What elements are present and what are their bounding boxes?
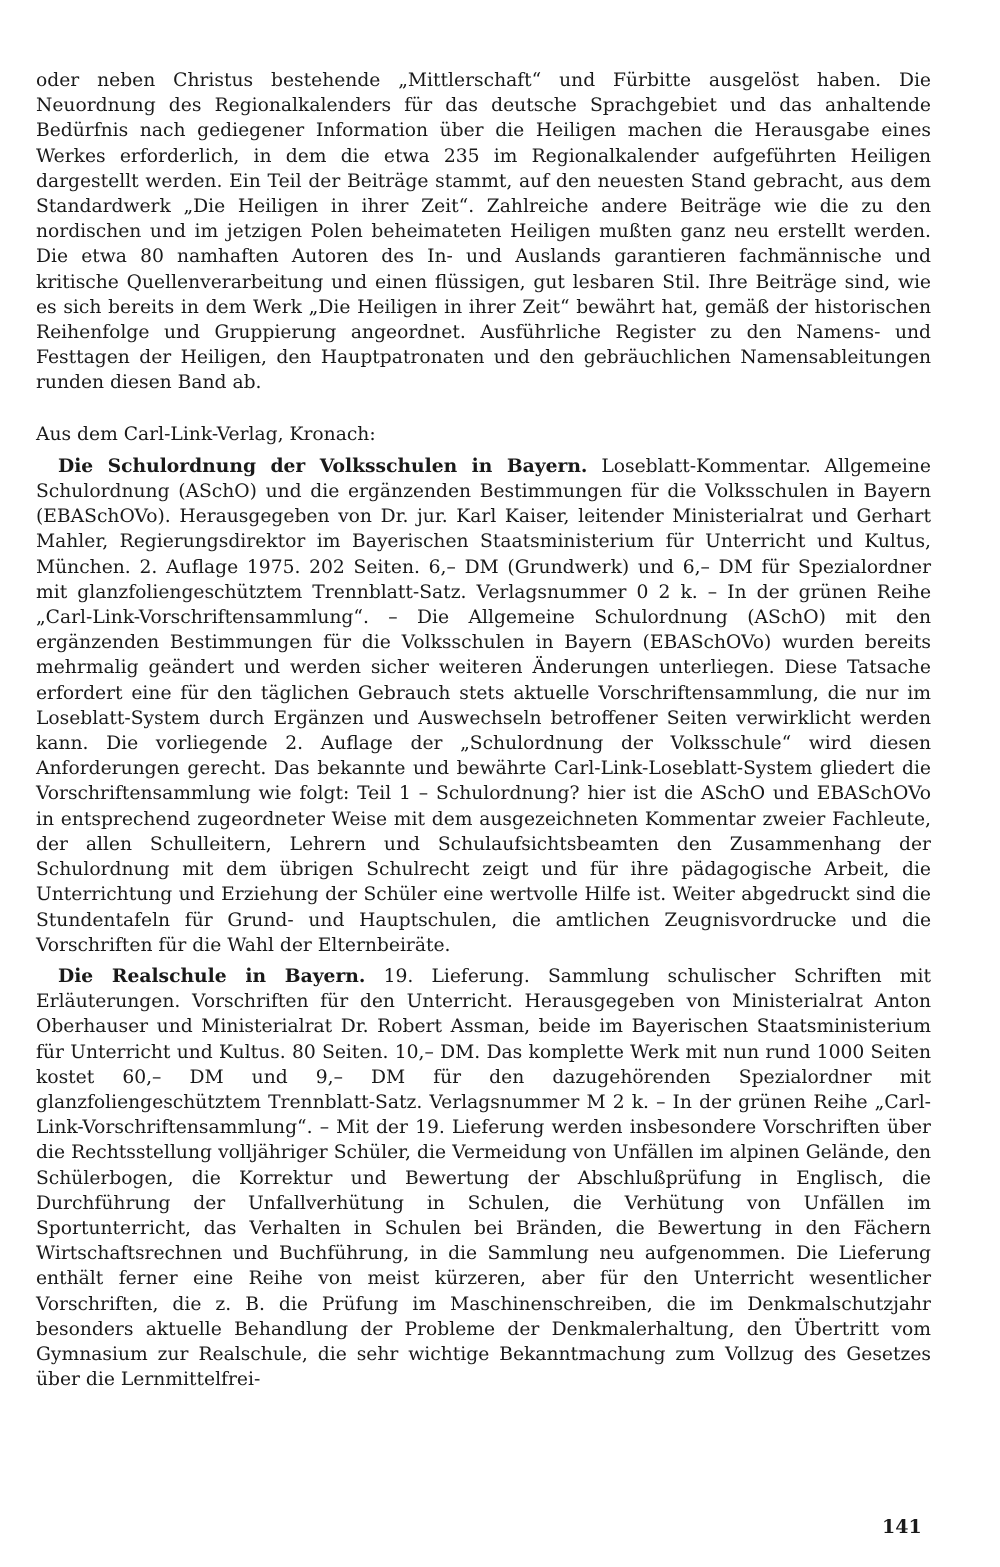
page-number: 141 bbox=[882, 1516, 922, 1538]
entry-title: Die Schulordnung der Volksschulen in Bayern. bbox=[58, 454, 588, 477]
entry-realschule bbox=[36, 964, 931, 1392]
publisher-heading: Aus dem Carl-Link-Verlag, Kronach: bbox=[36, 423, 376, 445]
entry-body: Loseblatt-Kommentar. Allgemeine Schulordnung (ASchO) und die ergänzenden Bestimmungen für die Volksschulen in Bayern (EBASchOVo). Herausgegeben von Dr. jur. Karl Kaiser, leitender Ministerialrat und Gerhart Mahler, Regierungsdirektor im Bayerischen Staatsministerium für Unterricht und Kultus, München. 2. Auflage 1975. 202 Seiten. 6,– DM (Grundwerk) und 6,– DM für Spezialordner mit glanzfoliengeschütztem Trennblatt-Satz. Verlagsnummer 0 2 k. – In der grünen Reihe „Carl-Link-Vorschriftensammlung“. – Die Allgemeine Schulordnung (ASchO) mit den ergänzenden Bestimmungen für die Volksschulen in Bayern (EBASchOVo) wurden bereits mehrmalig geändert und werden sicher weiteren Änderungen unterliegen. Diese Tatsache erfordert eine für den täglichen Gebrauch stets aktuelle Vorschriftensammlung, die nur im Loseblatt-System durch Ergänzen und Auswechseln betroffener Seiten verwirklicht werden kann. Die vorliegende 2. Auflage der „Schulordnung der Volksschule“ wird diesen Anforderungen gerecht. Das bekannte und bewährte Carl-Link-Loseblatt-System gliedert die Vorschriftensammlung wie folgt: Teil 1 – Schulordnung? hier ist die ASchO und EBASchOVo in entsprechend zugeordneter Weise mit dem ausgezeichneten Kommentar zweier Fachleute, der allen Schulleitern, Lehrern und Schulaufsichtsbeamten den Zusammenhang der Schulordnung mit dem übrigen Schulrecht zeigt und für ihre pädagogische Arbeit, die Unterrichtung und Erziehung der Schüler eine wertvolle Hilfe ist. Weiter abgedruckt sind die Stundentafeln für Grund- und Hauptschulen, die amtlichen Zeugnisvordrucke und die Vorschriften für die Wahl der Elternbeiräte. bbox=[36, 455, 931, 956]
intro-paragraph: oder neben Christus bestehende „Mittlerschaft“ und Fürbitte ausgelöst haben. Die Neuordnung des Regionalkalenders für das deutsche Sprachgebiet und das anhaltende Bedürfnis nach gediegener Information über die Heiligen machen die Herausgabe eines Werkes erforderlich, in dem die etwa 235 im Regionalkalender aufgeführten Heiligen dargestellt werden. Ein Teil der Beiträge stammt, auf den neuesten Stand gebracht, aus dem Standardwerk „Die Heiligen in ihrer Zeit“. Zahlreiche andere Beiträge wie die zu den nordischen und im jetzigen Polen beheimateten Heiligen mußten ganz neu erstellt werden. Die etwa 80 namhaften Autoren des In- und Auslands garantieren fachmännische und kritische Quellenverarbeitung und einen flüssigen, gut lesbaren Stil. Ihre Beiträge sind, wie es sich bereits in dem Werk „Die Heiligen in ihrer Zeit“ bewährt hat, gemäß der historischen Reihenfolge und Gruppierung angeordnet. Ausführliche Register zu den Namens- und Festtagen der Heiligen, den Hauptpatronaten und den gebräuchlichen Namensableitungen runden diesen Band ab. bbox=[36, 70, 931, 394]
entry-body: 19. Lieferung. Sammlung schulischer Schriften mit Erläuterungen. Vorschriften für den Unterricht. Herausgegeben von Ministerialrat Anton Oberhauser und Ministerialrat Dr. Robert Assman, beide im Bayerischen Staatsministerium für Unterricht und Kultus. 80 Seiten. 10,– DM. Das komplette Werk mit nun rund 1000 Seiten kostet 60,– DM und 9,– DM für den dazugehörenden Spezialordner mit glanzfoliengeschütztem Trennblatt-Satz. Verlagsnummer M 2 k. – In der grünen Reihe „Carl-Link-Vorschriftensammlung“. – Mit der 19. Lieferung werden insbesondere Vorschriften über die Rechtsstellung volljähriger Schüler, die Vermeidung von Unfällen im alpinen Gelände, den Schülerbogen, die Korrektur und Bewertung der Abschlußprüfung in Englisch, die Durchführung der Unfallverhütung in Schulen, die Verhütung von Unfällen im Sportunterricht, das Verhalten in Schulen bei Bränden, die Bewertung in den Fächern Wirtschaftsrechnen und Buchführung, in die Sammlung neu aufgenommen. Die Lieferung enthält ferner eine Reihe von meist kürzeren, aber für den Unterricht wesentlicher Vorschriften, die z. B. die Prüfung im Maschinenschreiben, die im Denkmalschutzjahr besonders aktuelle Behandlung der Probleme der Denkmalerhaltung, den Übertritt vom Gymnasium zur Realschule, die sehr wichtige Bekanntmachung zum Vollzug des Gesetzes über die Lernmittelfrei- bbox=[36, 965, 931, 1391]
page-content bbox=[36, 68, 931, 1392]
entry-title: Die Realschule in Bayern. bbox=[58, 964, 366, 987]
entry-schulordnung bbox=[36, 454, 931, 958]
